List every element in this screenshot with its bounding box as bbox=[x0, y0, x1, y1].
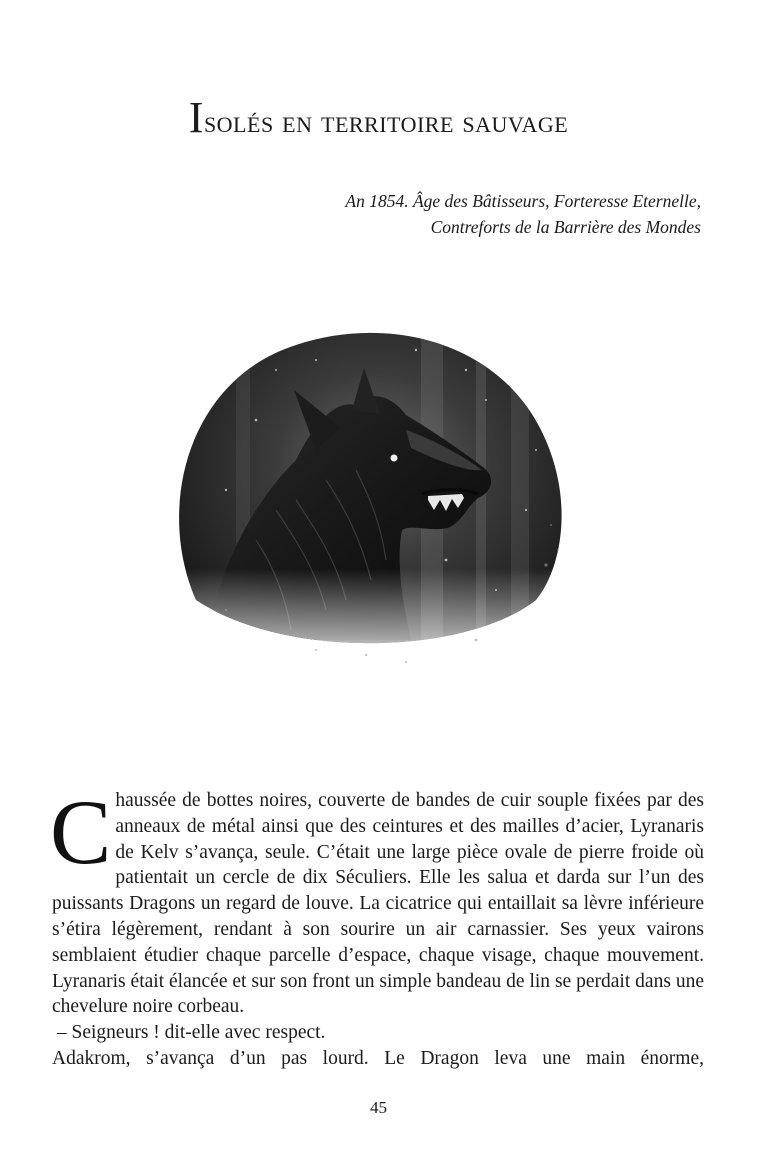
dialogue-line bbox=[52, 1020, 704, 1046]
wolf-illustration bbox=[166, 310, 590, 680]
chapter-title-rest: solés en territoire sauvage bbox=[203, 103, 569, 139]
chapter-title bbox=[0, 92, 757, 143]
paragraph-2 bbox=[52, 1046, 704, 1072]
paragraph-2-text: Adakrom, s’avança d’un pas lourd. Le Dragon leva une main énorme, bbox=[52, 1047, 704, 1069]
page-number: 45 bbox=[370, 1098, 387, 1117]
paragraph-1 bbox=[50, 781, 704, 1020]
dialogue-line-text: – Seigneurs ! dit-elle avec respect. bbox=[56, 1022, 326, 1044]
epigraph-line-2: Contreforts de la Barrière des Mondes bbox=[430, 217, 701, 237]
wolf-illustration-svg bbox=[166, 310, 590, 680]
body-text bbox=[50, 781, 704, 1072]
epigraph bbox=[201, 188, 701, 240]
paragraph-1-text: haussée de bottes noires, couverte de bandes de cuir souple fixées par des anneaux de métal ainsi que des ceintures et des mailles d’acier, Lyranaris de Kelv s’avança, seule. C’était une large pièce ovale de pierre froide où patientait un cercle de dix Séculiers. Elle les salua et darda sur l’un des puissants Dragons un regard de louve. La cicatrice qui entaillait sa lèvre inférieure s’étira légèrement, rendant à son sourire un air carnassier. Ses yeux vairons semblaient étudier chaque parcelle d’espace, chaque visage, chaque mouvement. Lyranaris était élancée et sur son front un simple bandeau de lin se perdait dans une chevelure noire corbeau. bbox=[52, 790, 704, 1018]
epigraph-line-1: An 1854. Âge des Bâtisseurs, Forteresse Eternelle, bbox=[345, 191, 701, 211]
drop-cap: C bbox=[50, 781, 112, 883]
chapter-title-initial: I bbox=[188, 93, 204, 142]
